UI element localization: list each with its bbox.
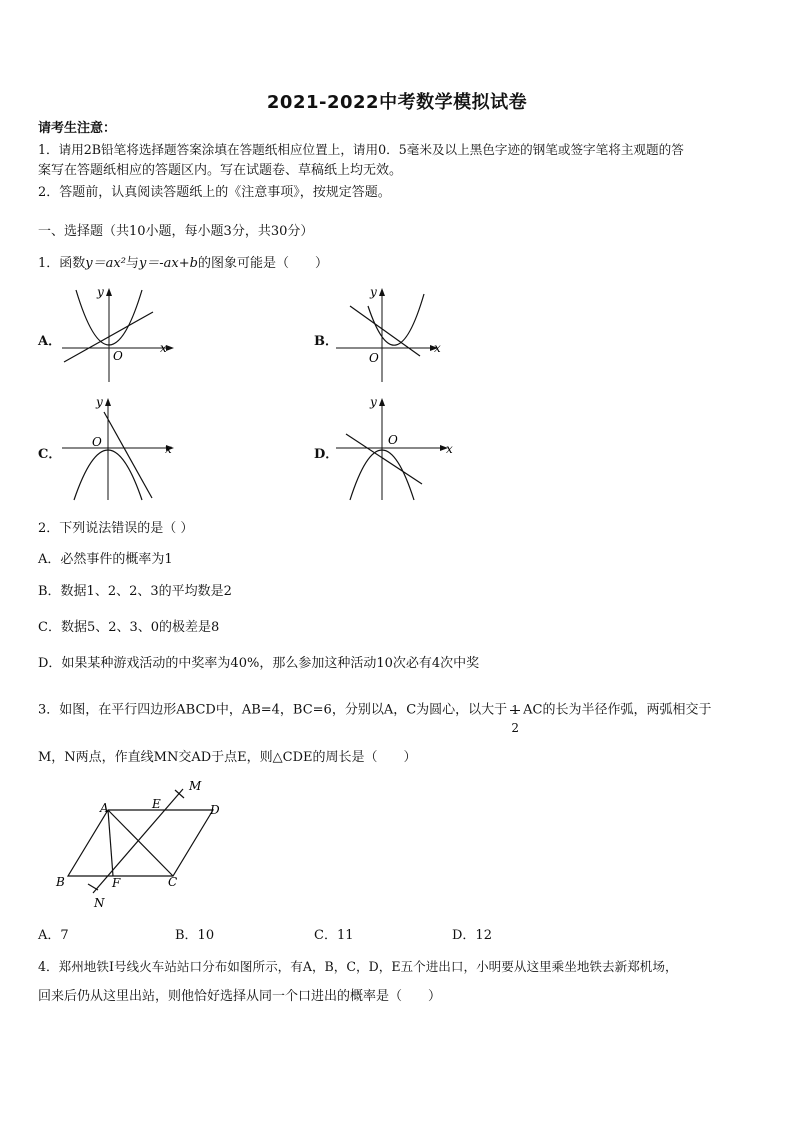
- graph-option-b: [330, 282, 460, 386]
- y-axis-label: y: [97, 285, 104, 299]
- y-axis-label: y: [370, 395, 377, 409]
- q2-option-a: A．必然事件的概率为1: [38, 552, 173, 567]
- q1-option-c-label: C．: [38, 447, 62, 462]
- label-n: N: [94, 896, 105, 910]
- y-axis-arrow: [105, 398, 111, 406]
- q1-suffix: 的图象可能是（ ）: [197, 256, 328, 271]
- label-f: F: [112, 876, 121, 890]
- graph-option-a: [56, 282, 186, 386]
- q1-option-a-label: A．: [38, 334, 62, 349]
- question-3-stem-line-2: M，N两点，作直线MN交AD于点E，则△CDE的周长是（ ）: [38, 750, 417, 765]
- q3-option-c: C．11: [314, 928, 354, 943]
- origin-label: O: [388, 433, 398, 447]
- question-4-stem-line-1: 4．郑州地铁Ⅰ号线火车站站口分布如图所示，有A，B，C，D，E五个进出口，小明要从这里乘坐地铁去新郑机场，: [38, 959, 678, 974]
- label-a: A: [100, 801, 109, 815]
- origin-label: O: [92, 435, 102, 449]
- origin-label: O: [369, 351, 379, 365]
- parallelogram-figure: [50, 776, 230, 912]
- fraction-denominator: 2: [511, 721, 519, 735]
- label-b: B: [56, 875, 65, 889]
- section-heading: 一、选择题（共10小题，每小题3分，共30分）: [38, 224, 314, 239]
- y-axis-arrow: [379, 288, 385, 296]
- q1-function-1: y＝ax²: [85, 256, 126, 271]
- exam-title: 2021-2022中考数学模拟试卷: [266, 92, 528, 113]
- question-4-stem-line-2: 回来后仍从这里出站，则他恰好选择从同一个口进出的概率是（ ）: [38, 989, 442, 1004]
- y-axis-arrow: [106, 288, 112, 296]
- q1-option-d-label: D．: [314, 447, 339, 462]
- notice-line-1b: 案写在答题纸相应的答题区内。写在试题卷、草稿纸上均无效。: [38, 163, 403, 178]
- straight-line: [346, 434, 422, 484]
- graph-option-d: [330, 392, 460, 504]
- notice-line-2: 2．答题前，认真阅读答题纸上的《注意事项》，按规定答题。: [38, 185, 391, 200]
- diagonal-ac: [108, 810, 173, 876]
- y-axis-label: y: [370, 285, 377, 299]
- q2-option-b: B．数据1、2、2、3的平均数是2: [38, 584, 232, 599]
- x-axis-label: x: [434, 341, 441, 355]
- q1-option-b-label: B．: [314, 334, 338, 349]
- segment-af: [108, 810, 113, 876]
- y-axis-label: y: [96, 395, 103, 409]
- q3-option-b: B．10: [175, 928, 215, 943]
- parabola-curve: [368, 294, 424, 345]
- x-axis-label: x: [160, 341, 167, 355]
- y-axis-arrow: [379, 398, 385, 406]
- notice-heading: 请考生注意：: [38, 121, 117, 136]
- x-axis-label: x: [165, 442, 172, 456]
- x-axis-label: x: [446, 442, 453, 456]
- q3-option-a: A．7: [38, 928, 69, 943]
- label-m: M: [189, 779, 202, 793]
- q3-stem-part-2: AC的长为半径作弧，两弧相交于: [523, 702, 712, 718]
- q1-prefix: 1．函数: [38, 256, 86, 271]
- arc-mark-n: [88, 884, 98, 890]
- origin-label: O: [113, 349, 123, 363]
- question-1-stem: [38, 255, 328, 273]
- label-e: E: [152, 797, 161, 811]
- question-2-stem: 2．下列说法错误的是（ ）: [38, 521, 194, 536]
- label-d: D: [210, 803, 220, 817]
- q1-function-2: y＝-ax+b: [138, 256, 198, 271]
- q3-stem-part-1: 3．如图，在平行四边形ABCD中，AB=4，BC=6，分别以A，C为圆心，以大于: [38, 702, 508, 718]
- q3-option-d: D．12: [452, 928, 492, 943]
- label-c: C: [168, 875, 178, 889]
- x-axis-arrow: [166, 345, 174, 351]
- graph-option-c: [56, 392, 186, 504]
- q3-fraction-one-half: [510, 693, 520, 735]
- question-3-stem-line-1: [38, 693, 712, 735]
- straight-line: [104, 412, 152, 498]
- q2-option-d: D．如果某种游戏活动的中奖率为40%，那么参加这种活动10次必有4次中奖: [38, 656, 480, 671]
- q2-option-c: C．数据5、2、3、0的极差是8: [38, 620, 220, 635]
- notice-line-1a: 1．请用2B铅笔将选择题答案涂填在答题纸相应位置上，请用0．5毫米及以上黑色字迹的钢笔或签字笔将主观题的答: [38, 142, 684, 157]
- q1-mid: 与: [125, 256, 139, 271]
